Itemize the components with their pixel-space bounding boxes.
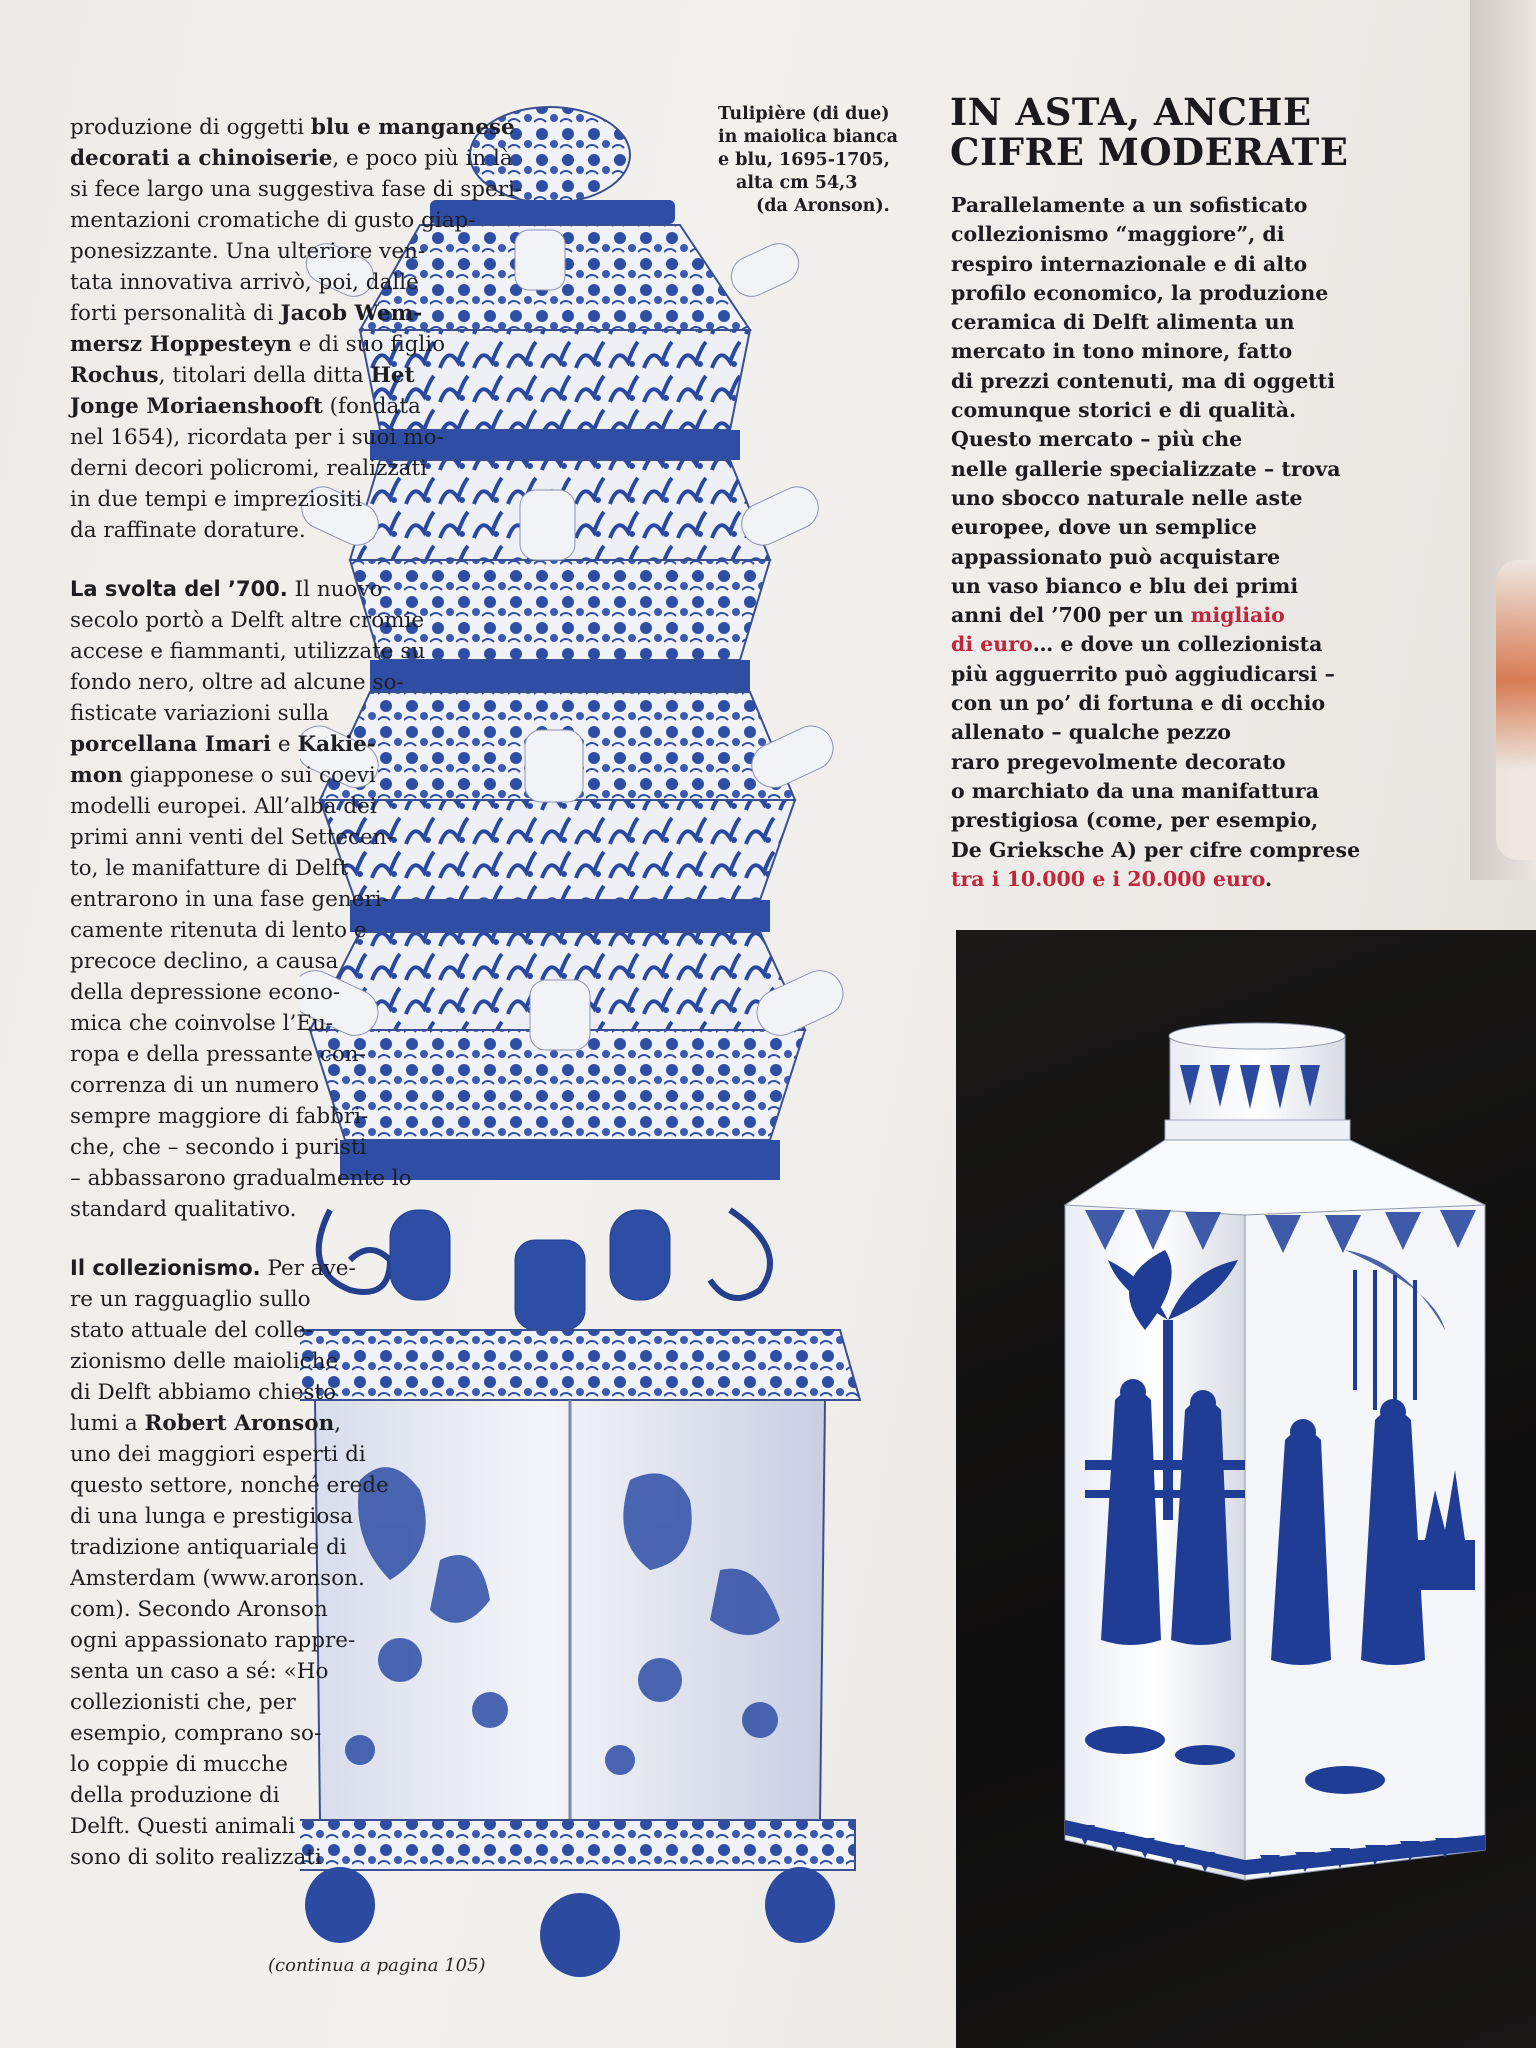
text-line: [951, 337, 1351, 366]
adjacent-page-image-fragment: [1496, 560, 1536, 860]
text-line: [70, 636, 490, 667]
text-line: [70, 329, 490, 360]
text-run: ,: [334, 1411, 342, 1436]
text-run: Questo mercato – più che: [951, 427, 1243, 452]
text-line: [70, 236, 490, 267]
caption-line: alta cm 54,3: [736, 173, 858, 193]
text-run: senta un caso a sé: «Ho: [70, 1659, 329, 1684]
text-line: [70, 1656, 490, 1687]
adjacent-page-edge: [1470, 0, 1536, 880]
bold-text-run: decorati a chinoiserie: [70, 146, 333, 171]
text-line: [951, 367, 1351, 396]
text-line: [70, 422, 490, 453]
article-body: [70, 112, 523, 1901]
text-run: appassionato può acquistare: [951, 544, 1281, 569]
text-run: re un ragguaglio sullo: [70, 1287, 311, 1312]
text-line: [70, 1625, 490, 1656]
text-line: [70, 360, 490, 391]
text-run: sono di solito realizzati: [70, 1845, 322, 1870]
text-run: allenato – qualche pezzo: [951, 720, 1231, 745]
text-run: tradizione antiquariale di: [70, 1535, 347, 1560]
paragraph-1: [70, 112, 523, 546]
text-run: si fece largo una suggestiva fase di speri-: [70, 177, 523, 202]
run-in-heading: La svolta del ’700.: [70, 577, 288, 601]
text-line: [70, 574, 490, 605]
text-run: Amsterdam (www.aronson.: [70, 1566, 365, 1591]
text-run: secolo portò a Delft altre cromie: [70, 608, 425, 633]
text-line: [70, 1163, 490, 1194]
text-run: standard qualitativo.: [70, 1197, 297, 1222]
text-line: [70, 760, 490, 791]
text-run: questo settore, nonché erede: [70, 1473, 389, 1498]
text-run: precoce declino, a causa: [70, 949, 339, 974]
text-run: entrarono in una fase generi-: [70, 887, 389, 912]
text-run: stato attuale del colle-: [70, 1318, 314, 1343]
text-line: [951, 865, 1351, 894]
text-line: [70, 1749, 490, 1780]
paragraph-collezionismo: [70, 1253, 490, 1873]
bold-text-run: Jonge Moriaenshooft: [70, 394, 323, 419]
text-run: ropa e della pressante con-: [70, 1042, 366, 1067]
sidebar-lead-text: [951, 191, 1361, 894]
text-run: in due tempi e impreziositi: [70, 487, 363, 512]
text-line: [70, 822, 490, 853]
text-line: [70, 1811, 490, 1842]
text-run: Il nuovo: [287, 577, 383, 602]
text-run: e di suo figlio: [291, 332, 446, 357]
bold-text-run: Robert Aronson: [144, 1411, 335, 1436]
text-line: [70, 1532, 490, 1563]
text-run: zionismo delle maioliche: [70, 1349, 339, 1374]
text-line: [951, 250, 1351, 279]
text-run: correnza di un numero: [70, 1073, 320, 1098]
text-line: [951, 279, 1351, 308]
text-line: [70, 298, 490, 329]
text-run: anni del ’700 per un: [951, 603, 1191, 628]
text-run: sempre maggiore di fabbri-: [70, 1104, 369, 1129]
text-line: [70, 1470, 490, 1501]
text-line: [951, 220, 1351, 249]
text-run: fondo nero, oltre ad alcune so-: [70, 670, 404, 695]
text-line: [951, 396, 1351, 425]
text-run: tata innovativa arrivò, poi, dalle: [70, 270, 419, 295]
text-line: [70, 1439, 490, 1470]
bold-text-run: Rochus: [70, 363, 159, 388]
caption-line: (da Aronson).: [756, 196, 890, 216]
text-line: [70, 884, 490, 915]
text-run: produzione di oggetti: [70, 115, 311, 140]
text-run: prestigiosa (come, per esempio,: [951, 808, 1319, 833]
text-run: nel 1654), ricordata per i suoi mo-: [70, 425, 444, 450]
bold-text-run: mon: [70, 763, 123, 788]
tea-caddy-image: [1045, 1020, 1505, 1900]
text-line: [951, 660, 1351, 689]
text-line: [951, 689, 1351, 718]
bold-text-run: Kakie-: [297, 732, 376, 757]
bold-text-run: porcellana Imari: [70, 732, 272, 757]
continued-note: (continua a pagina 105): [268, 1955, 486, 1976]
text-line: [951, 630, 1351, 659]
text-line: [70, 1284, 490, 1315]
text-line: [951, 513, 1351, 542]
text-line: [951, 484, 1351, 513]
text-run: ponesizzante. Una ulteriore ven-: [70, 239, 426, 264]
text-line: [70, 267, 490, 298]
text-run: Parallelamente a un sofisticato: [951, 193, 1308, 217]
text-line: [70, 1346, 490, 1377]
text-run: mica che coinvolse l’Eu-: [70, 1011, 334, 1036]
text-run: lo coppie di mucche: [70, 1752, 288, 1777]
text-run: collezionisti che, per: [70, 1690, 296, 1715]
text-line: [70, 1780, 490, 1811]
text-line: [70, 1194, 490, 1225]
text-run: primi anni venti del Settecen-: [70, 825, 394, 850]
text-line: [70, 977, 490, 1008]
text-line: [70, 1377, 490, 1408]
text-run: fisticate variazioni sulla: [70, 701, 330, 726]
text-run: un vaso bianco e blu dei primi: [951, 573, 1299, 598]
bold-text-run: blu e manganese: [310, 115, 515, 140]
text-run: Per ave-: [260, 1256, 356, 1281]
text-run: ogni appassionato rappre-: [70, 1628, 356, 1653]
text-line: [70, 515, 490, 546]
text-line: [951, 806, 1351, 835]
text-run: e: [271, 732, 298, 757]
text-line: [70, 1563, 490, 1594]
text-run: to, le manifatture di Delft: [70, 856, 349, 881]
text-line: [70, 1070, 490, 1101]
text-line: [951, 308, 1351, 337]
text-run: (fondata: [322, 394, 421, 419]
text-line: [70, 1594, 490, 1625]
text-line: [70, 484, 490, 515]
image-caption: [718, 103, 908, 218]
caption-line: e blu, 1695-1705,: [718, 150, 890, 170]
text-run: che, che – secondo i puristi: [70, 1135, 367, 1160]
text-line: [70, 667, 490, 698]
bold-text-run: Het: [370, 363, 415, 388]
text-line: [70, 729, 490, 760]
text-run: , titolari della ditta: [158, 363, 371, 388]
text-line: [70, 205, 490, 236]
text-run: , e poco più in là: [332, 146, 513, 171]
text-run: ceramica di Delft alimenta un: [951, 310, 1295, 335]
text-line: [70, 453, 490, 484]
text-run: mentazioni cromatiche di gusto giap-: [70, 208, 476, 233]
text-run: da raffinate dorature.: [70, 518, 306, 543]
text-run: lumi a: [70, 1411, 145, 1436]
bold-text-run: mersz Hoppesteyn: [70, 332, 292, 357]
text-line: [70, 1408, 490, 1439]
text-run: con un po’ di fortuna e di occhio: [951, 691, 1326, 716]
text-run: uno dei maggiori esperti di: [70, 1442, 366, 1467]
sidebar-headline: [950, 92, 1350, 172]
text-run: De Grieksche A) per cifre comprese: [951, 837, 1361, 862]
text-run: o marchiato da una manifattura: [951, 778, 1319, 803]
text-run: della produzione di: [70, 1783, 280, 1808]
text-line: [70, 174, 523, 205]
text-run: forti personalità di: [70, 301, 281, 326]
text-run: esempio, comprano so-: [70, 1721, 322, 1746]
bold-text-run: Jacob Wem-: [280, 301, 423, 326]
text-run: accese e fiammanti, utilizzate su: [70, 639, 426, 664]
text-line: [70, 143, 513, 174]
text-run: derni decori policromi, realizzati: [70, 456, 427, 481]
text-run: respiro internazionale e di alto: [951, 251, 1308, 276]
text-run: di una lunga e prestigiosa: [70, 1504, 354, 1529]
text-run: più agguerrito può aggiudicarsi –: [951, 661, 1335, 686]
text-run: camente ritenuta di lento e: [70, 918, 367, 943]
text-line: [70, 1687, 490, 1718]
text-line: [70, 1132, 490, 1163]
text-line: [951, 425, 1351, 454]
caption-line: Tulipière (di due): [718, 104, 890, 124]
text-line: [951, 191, 1351, 220]
run-in-heading: Il collezionismo.: [70, 1256, 261, 1280]
text-run: – abbassarono gradualmente lo: [70, 1166, 412, 1191]
caption-line: in maiolica bianca: [718, 127, 898, 147]
text-line: [951, 748, 1351, 777]
text-run: profilo economico, la produzione: [951, 280, 1329, 305]
headline-line: CIFRE MODERATE: [950, 130, 1349, 174]
text-run: Delft. Questi animali: [70, 1814, 296, 1839]
text-line: [951, 718, 1351, 747]
text-line: [70, 1842, 490, 1873]
text-run: uno sbocco naturale nelle aste: [951, 485, 1303, 510]
text-line: [951, 455, 1351, 484]
text-run: mercato in tono minore, fatto: [951, 339, 1293, 364]
text-line: [70, 1039, 490, 1070]
text-line: [70, 698, 490, 729]
text-line: [70, 112, 515, 143]
highlight-text-run: di euro: [951, 632, 1033, 657]
text-line: [70, 1101, 490, 1132]
text-line: [70, 391, 490, 422]
text-line: [951, 836, 1361, 865]
text-line: [70, 853, 490, 884]
paragraph-svolta-700: [70, 574, 490, 1225]
highlight-text-run: migliaio: [1190, 603, 1285, 628]
text-run: di Delft abbiamo chiesto: [70, 1380, 337, 1405]
text-line: [951, 572, 1351, 601]
text-run: modelli europei. All’alba dei: [70, 794, 377, 819]
text-run: collezionismo “maggiore”, di: [951, 222, 1285, 247]
headline-line: IN ASTA, ANCHE: [950, 90, 1312, 134]
text-line: [70, 1008, 490, 1039]
text-run: com). Secondo Aronson: [70, 1597, 328, 1622]
text-run: giapponese o sui coevi: [122, 763, 376, 788]
text-line: [70, 1718, 490, 1749]
text-line: [70, 791, 490, 822]
text-run: della depressione econo-: [70, 980, 341, 1005]
text-line: [951, 777, 1351, 806]
text-line: [951, 543, 1351, 572]
text-run: … e dove un collezionista: [1032, 632, 1323, 657]
highlight-text-run: tra i 10.000 e i 20.000 euro: [951, 866, 1265, 891]
text-run: raro pregevolmente decorato: [951, 749, 1286, 774]
text-line: [70, 1501, 490, 1532]
text-line: [70, 915, 490, 946]
text-run: .: [1264, 866, 1273, 891]
text-line: [951, 601, 1351, 630]
text-run: nelle gallerie specializzate – trova: [951, 456, 1341, 481]
text-run: comunque storici e di qualità.: [951, 398, 1297, 423]
text-line: [70, 946, 490, 977]
text-line: [70, 1253, 490, 1284]
text-line: [70, 605, 490, 636]
text-run: di prezzi contenuti, ma di oggetti: [951, 368, 1336, 393]
text-line: [70, 1315, 490, 1346]
text-run: europee, dove un semplice: [951, 515, 1257, 540]
